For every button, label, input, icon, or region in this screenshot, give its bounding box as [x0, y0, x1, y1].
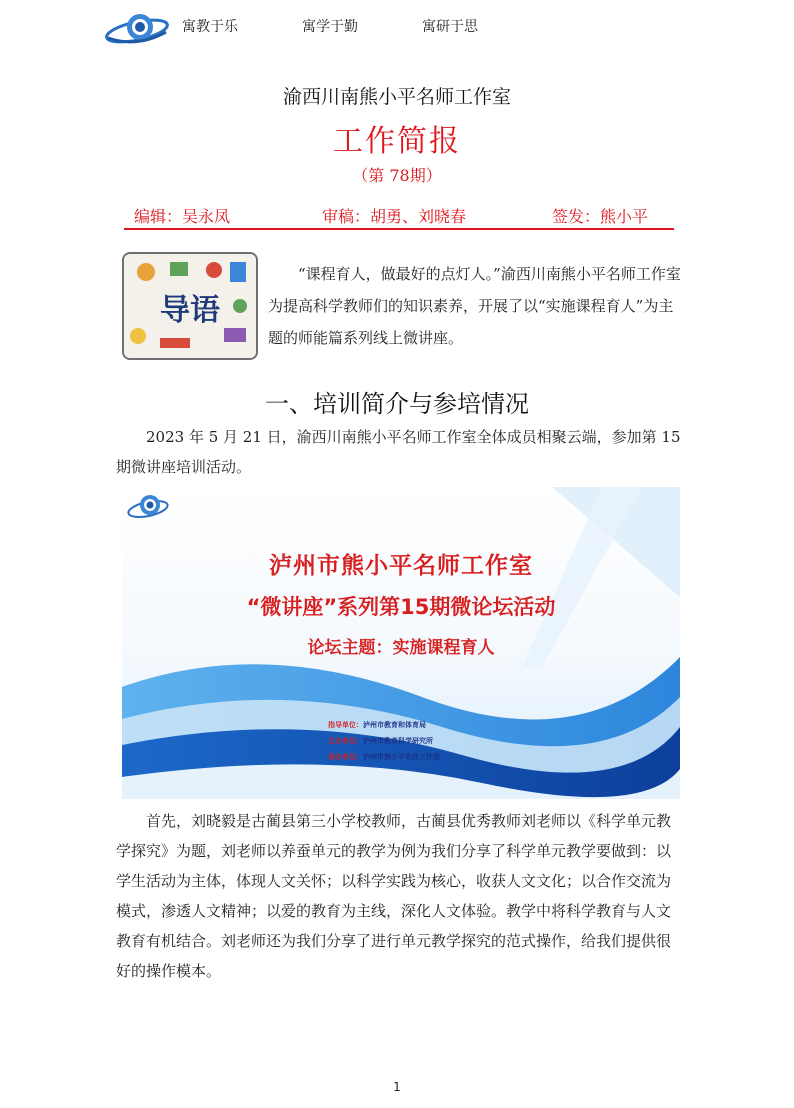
studio-name: 渝西川南熊小平名师工作室	[282, 86, 511, 108]
motto-3: 寓研于思	[422, 19, 478, 35]
motto-2: 寓学于勤	[302, 19, 358, 35]
banner-org-organizer: 承办单位：泸州市熊小平名师工作室	[328, 753, 440, 761]
banner-org-host: 主办单位：泸州市教育科学研究所	[328, 737, 433, 745]
paragraph-1: 2023 年 5 月 21 日，渝西川南熊小平名师工作室全体成员相聚云端，参加第 15 期微讲座培训活动。	[116, 428, 681, 476]
intro-image-label: 导语	[160, 293, 220, 328]
signer-credit: 签发：熊小平	[552, 207, 649, 226]
banner-subtitle: “微讲座”系列第15期微论坛活动	[246, 595, 556, 619]
banner-theme: 论坛主题：实施课程育人	[307, 638, 495, 658]
reviewer-credit: 审稿：胡勇、刘晓春	[322, 207, 467, 226]
intro-illustration	[122, 252, 258, 360]
banner-logo-icon	[126, 489, 170, 525]
document-title: 工作简报	[333, 124, 461, 159]
page-number: 1	[393, 1080, 401, 1094]
event-banner	[122, 487, 680, 799]
studio-logo-icon	[104, 10, 170, 48]
motto-1: 寓教于乐	[182, 19, 238, 35]
banner-title: 泸州市熊小平名师工作室	[269, 553, 533, 579]
banner-org-guide: 指导单位：泸州市教育和体育局	[328, 721, 426, 729]
intro-text: “课程育人，做最好的点灯人。”渝西川南熊小平名师工作室为提高科学教师们的知识素养，开展了以“实施课程育人”为主题的师能篇系列线上微讲座。	[268, 265, 681, 347]
issue-number: （第 78期）	[352, 166, 442, 185]
editor-credit: 编辑：吴永凤	[134, 207, 231, 226]
paragraph-2: 首先，刘晓毅是古蔺县第三小学校教师，古蔺县优秀教师刘老师以《科学单元教学探究》为题，刘老师以养蚕单元的教学为例为我们分享了科学单元教学要做到：以学生活动为主体，体现人文关怀；以科学实践为核心，收获人文文化；以合作交流为模式，渗透人文精神；以爱的教育为主线，深化人文体验。教学中将科学教育与人文教育有机结合。刘老师还为我们分享了进行单元教学探究的范式操作，给我们提供很好的操作模本。	[116, 812, 672, 980]
credits-line	[124, 204, 674, 230]
section-title: 一、培训简介与参培情况	[265, 390, 529, 418]
